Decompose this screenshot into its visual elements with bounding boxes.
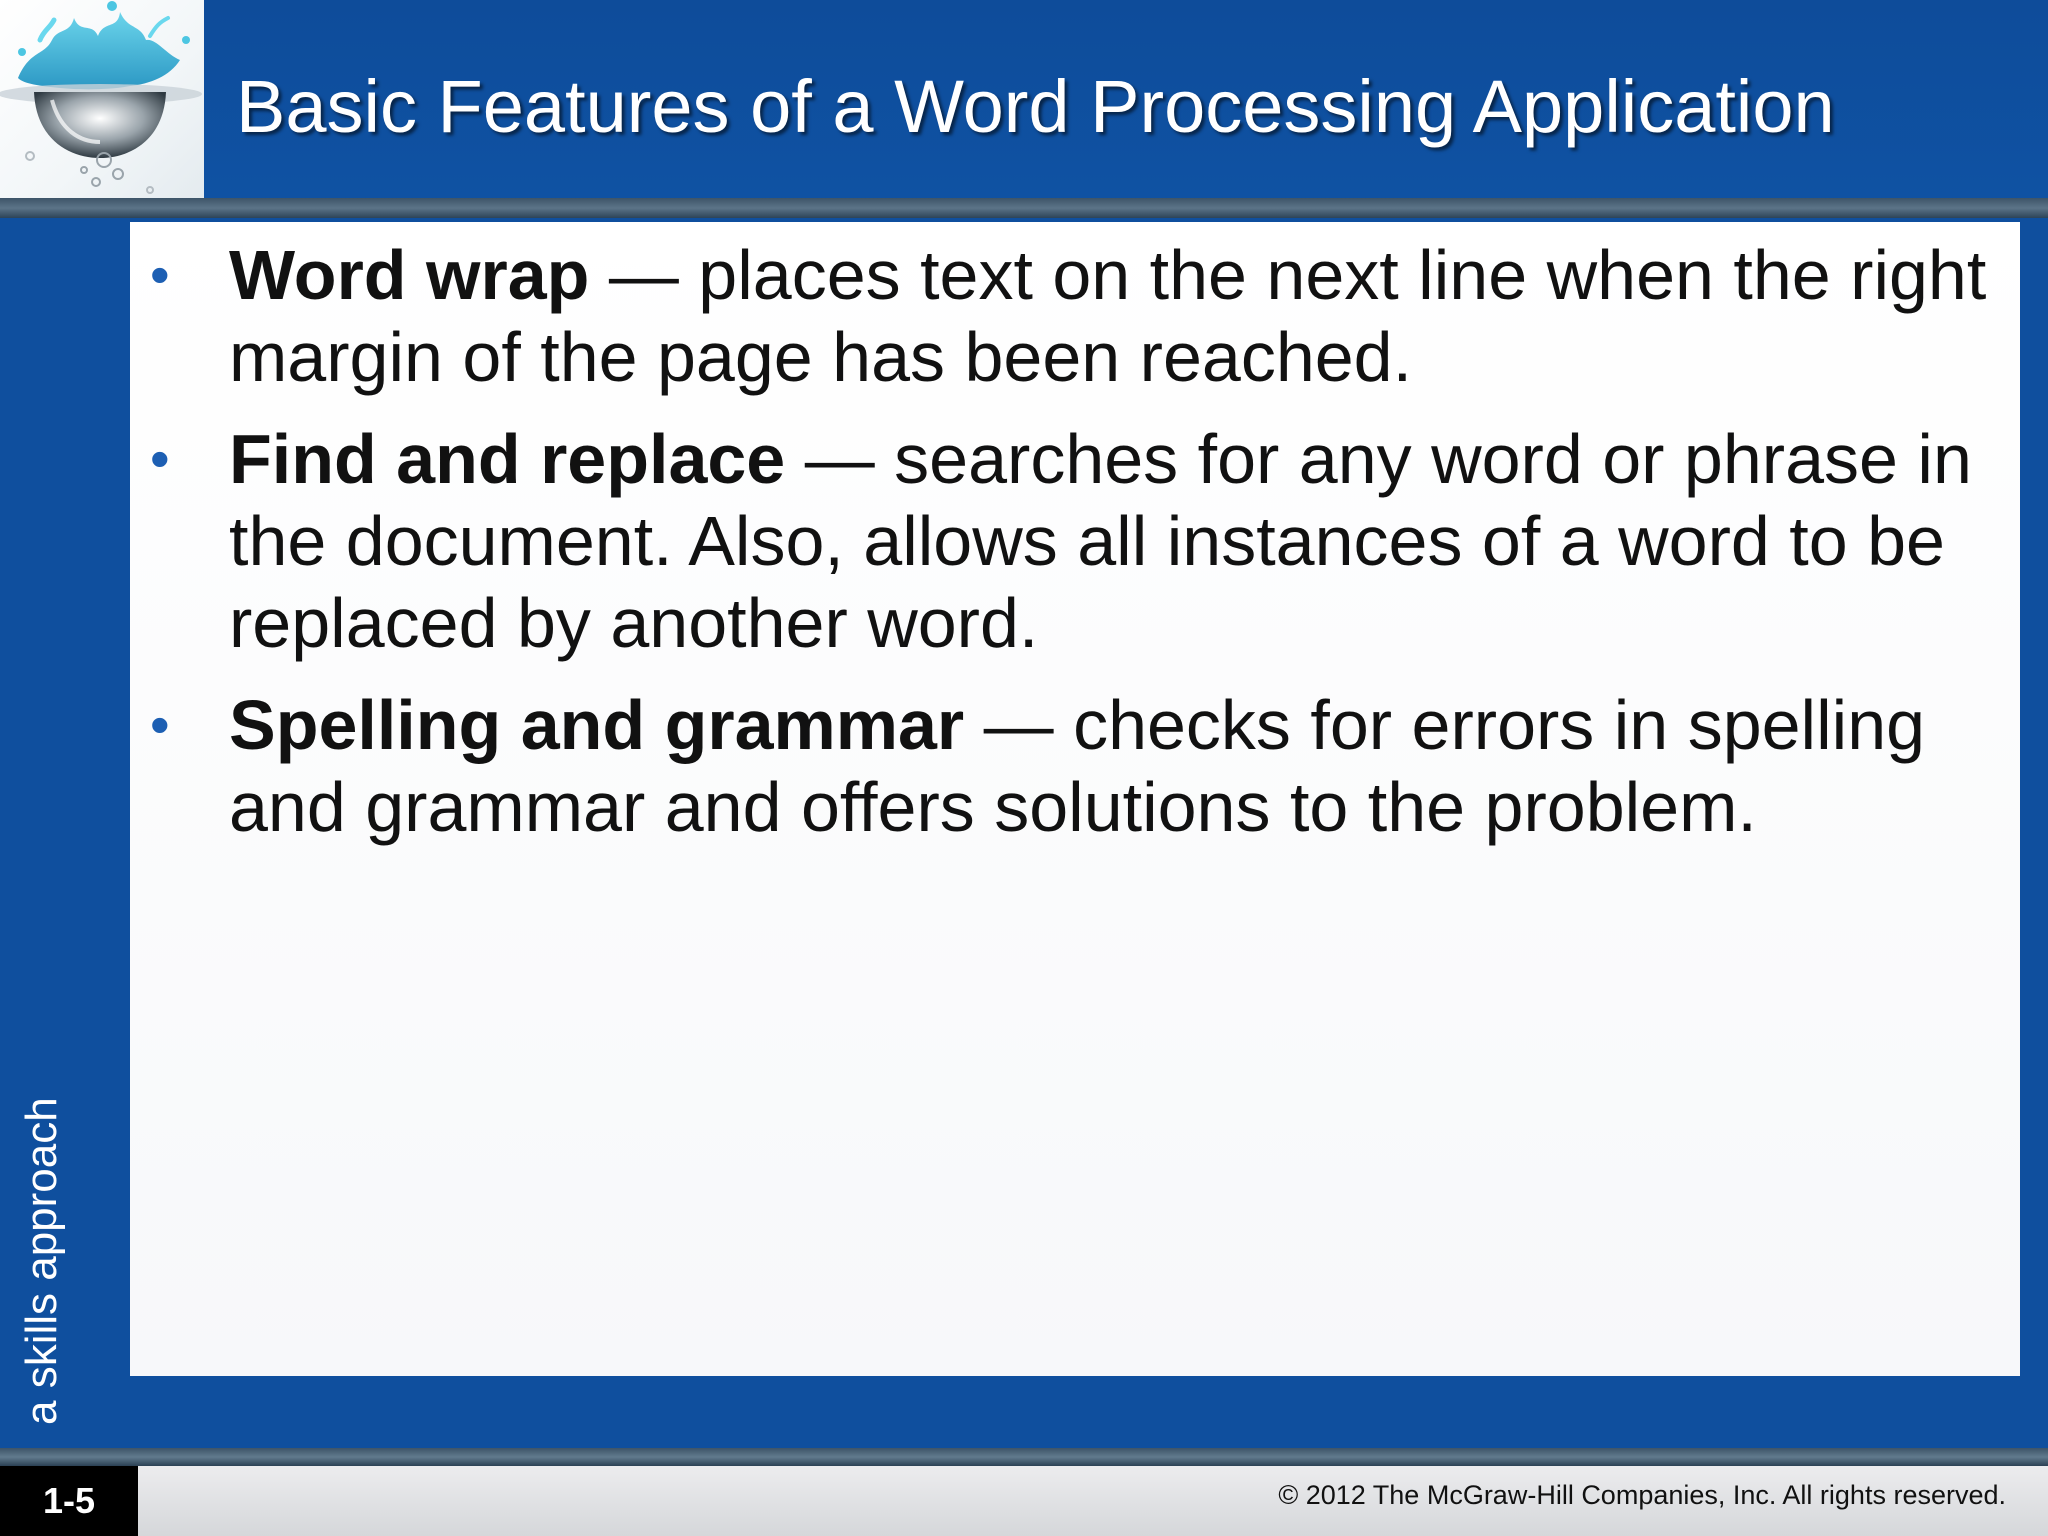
content-panel — [130, 222, 2020, 1376]
bullet-list — [130, 234, 2020, 868]
water-splash-icon — [0, 0, 204, 198]
bullet-description: — places text on the next line when the right margin of the page has been reached. — [229, 236, 1987, 396]
slide-title: Basic Features of a Word Processing Application — [236, 65, 1835, 148]
bullet-description: — checks for errors in spelling and grammar and offers solutions to the problem. — [229, 686, 1926, 846]
page-number: 1-5 — [0, 1466, 138, 1536]
bullet-marker: • — [150, 693, 170, 756]
footer-bar — [0, 1466, 2048, 1536]
bullet-item-spelling-and-grammar — [130, 684, 2020, 848]
header-divider — [0, 198, 2048, 218]
side-label: a skills approach — [17, 1097, 66, 1425]
bullet-description: — searches for any word or phrase in the document. Also, allows all instances of a word to be replaced by another word. — [229, 420, 1972, 662]
bullet-term: Word wrap — [229, 236, 590, 314]
bullet-term: Spelling and grammar — [229, 686, 965, 764]
bullet-marker: • — [150, 243, 170, 306]
water-splash-logo — [0, 0, 204, 198]
copyright-notice: © 2012 The McGraw-Hill Companies, Inc. All rights reserved. — [1278, 1480, 2006, 1510]
bullet-term: Find and replace — [229, 420, 786, 498]
footer-divider — [0, 1448, 2048, 1466]
bullet-item-word-wrap — [130, 234, 2020, 398]
header-band — [0, 0, 2048, 198]
bullet-marker: • — [150, 427, 170, 490]
bullet-item-find-and-replace — [130, 418, 2020, 664]
